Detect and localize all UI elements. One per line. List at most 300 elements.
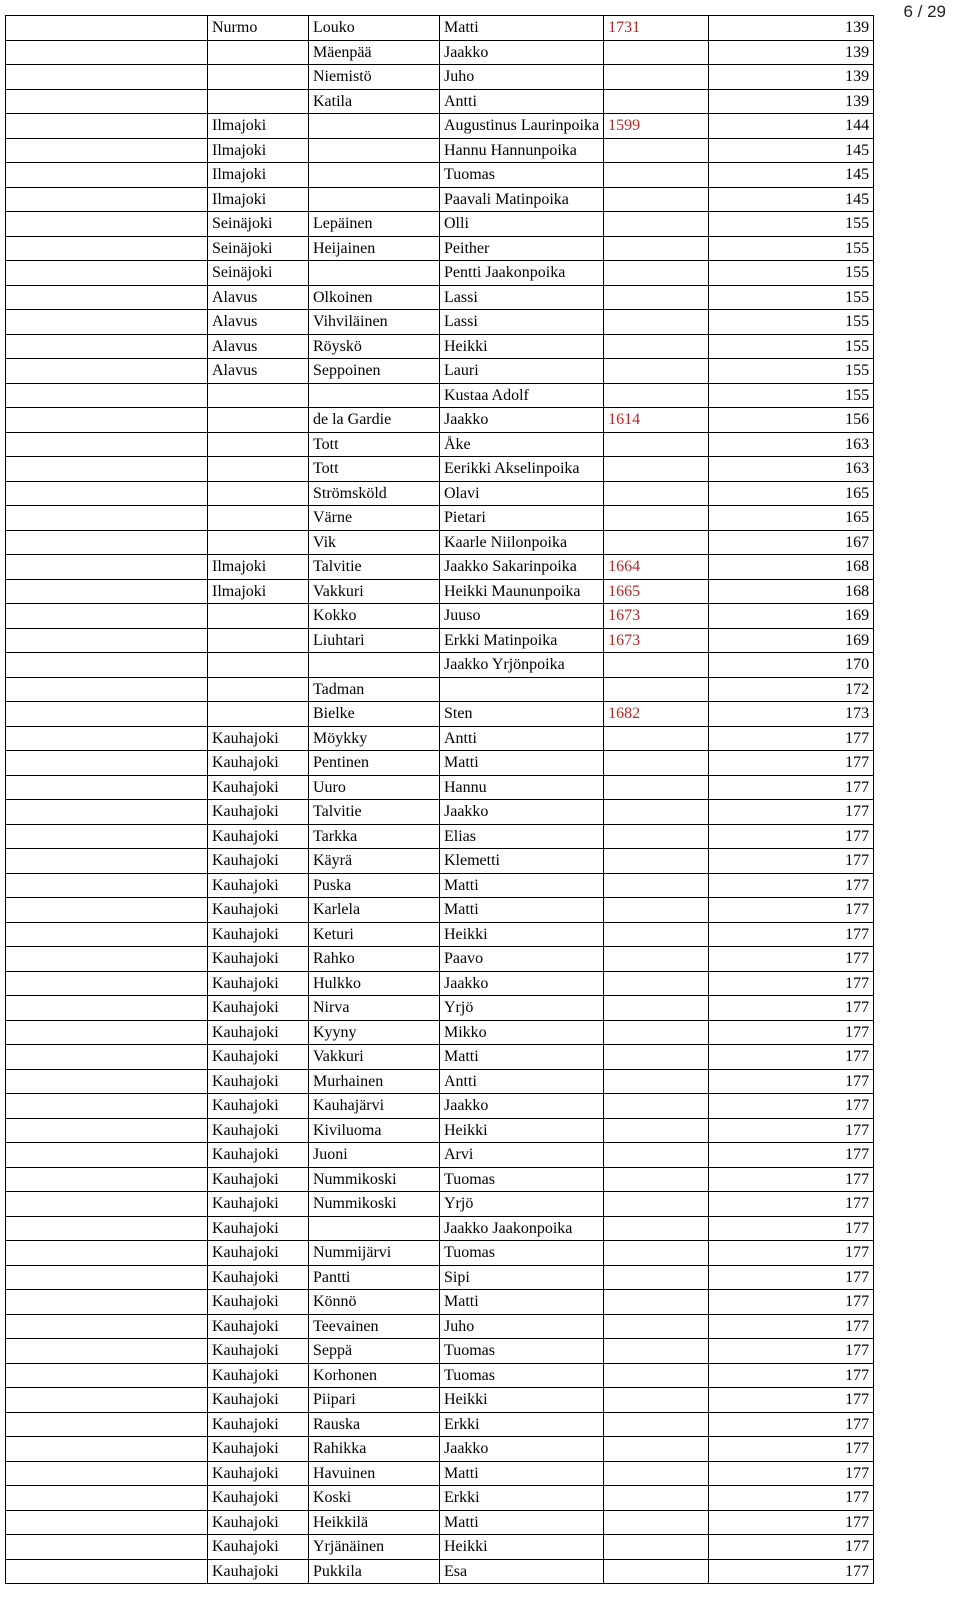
page-cell: 177 [709,1559,874,1584]
surname-cell: Havuinen [309,1461,440,1486]
page-cell: 145 [709,187,874,212]
year-cell [604,1535,709,1560]
table-row [6,922,874,947]
firstname-cell: Jaakko [440,1437,604,1462]
year-cell [604,65,709,90]
empty-cell [6,1339,208,1364]
surname-cell: Rauska [309,1412,440,1437]
parish-cell [208,530,309,555]
firstname-cell: Heikki [440,1535,604,1560]
year-cell [604,40,709,65]
parish-cell: Kauhajoki [208,1412,309,1437]
table-row [6,677,874,702]
firstname-cell: Jaakko Jaakonpoika [440,1216,604,1241]
empty-cell [6,163,208,188]
table-row [6,604,874,629]
year-cell [604,971,709,996]
parish-cell: Kauhajoki [208,1535,309,1560]
table-row [6,873,874,898]
year-cell: 1664 [604,555,709,580]
firstname-cell: Arvi [440,1143,604,1168]
firstname-cell: Paavali Matinpoika [440,187,604,212]
firstname-cell: Heikki Maununpoika [440,579,604,604]
page-cell: 177 [709,1437,874,1462]
surname-cell: Niemistö [309,65,440,90]
page-cell: 172 [709,677,874,702]
records-table [5,15,874,1584]
firstname-cell: Heikki [440,922,604,947]
firstname-cell: Matti [440,1045,604,1070]
year-cell [604,359,709,384]
year-cell [604,1167,709,1192]
empty-cell [6,604,208,629]
empty-cell [6,40,208,65]
page-cell: 177 [709,1167,874,1192]
empty-cell [6,996,208,1021]
surname-cell: Seppoinen [309,359,440,384]
firstname-cell: Tuomas [440,1167,604,1192]
firstname-cell: Antti [440,89,604,114]
parish-cell: Kauhajoki [208,873,309,898]
empty-cell [6,383,208,408]
table-row [6,1510,874,1535]
parish-cell [208,383,309,408]
page-cell: 177 [709,824,874,849]
empty-cell [6,114,208,139]
empty-cell [6,751,208,776]
page-cell: 139 [709,16,874,41]
table-row [6,1069,874,1094]
empty-cell [6,481,208,506]
year-cell [604,996,709,1021]
table-row [6,114,874,139]
firstname-cell: Paavo [440,947,604,972]
page-cell: 177 [709,1314,874,1339]
table-row [6,653,874,678]
surname-cell: Värne [309,506,440,531]
year-cell [604,922,709,947]
year-cell [604,800,709,825]
firstname-cell: Matti [440,898,604,923]
table-row [6,261,874,286]
surname-cell: Vakkuri [309,579,440,604]
year-cell [604,163,709,188]
page-cell: 144 [709,114,874,139]
surname-cell: Piipari [309,1388,440,1413]
parish-cell: Kauhajoki [208,922,309,947]
parish-cell: Kauhajoki [208,726,309,751]
parish-cell: Kauhajoki [208,996,309,1021]
year-cell: 1614 [604,408,709,433]
firstname-cell: Matti [440,873,604,898]
firstname-cell: Sten [440,702,604,727]
parish-cell: Kauhajoki [208,1265,309,1290]
empty-cell [6,1265,208,1290]
empty-cell [6,1412,208,1437]
firstname-cell: Jaakko [440,40,604,65]
surname-cell: Kiviluoma [309,1118,440,1143]
year-cell [604,89,709,114]
parish-cell: Kauhajoki [208,947,309,972]
year-cell: 1731 [604,16,709,41]
surname-cell: Bielke [309,702,440,727]
surname-cell: Rahko [309,947,440,972]
table-row [6,1486,874,1511]
surname-cell: Katila [309,89,440,114]
page-cell: 165 [709,481,874,506]
year-cell [604,775,709,800]
parish-cell: Kauhajoki [208,1094,309,1119]
firstname-cell: Pietari [440,506,604,531]
firstname-cell: Olavi [440,481,604,506]
parish-cell [208,604,309,629]
parish-cell [208,40,309,65]
surname-cell: Nummikoski [309,1167,440,1192]
surname-cell: Hulkko [309,971,440,996]
empty-cell [6,726,208,751]
table-row [6,555,874,580]
parish-cell: Kauhajoki [208,1486,309,1511]
surname-cell: de la Gardie [309,408,440,433]
parish-cell: Kauhajoki [208,898,309,923]
table-row [6,1118,874,1143]
surname-cell: Pantti [309,1265,440,1290]
surname-cell: Könnö [309,1290,440,1315]
empty-cell [6,1094,208,1119]
parish-cell: Kauhajoki [208,1192,309,1217]
empty-cell [6,236,208,261]
table-row [6,432,874,457]
firstname-cell: Jaakko Sakarinpoika [440,555,604,580]
year-cell [604,334,709,359]
surname-cell: Tott [309,432,440,457]
firstname-cell: Yrjö [440,1192,604,1217]
parish-cell: Ilmajoki [208,579,309,604]
year-cell [604,1118,709,1143]
page-cell: 177 [709,1020,874,1045]
firstname-cell: Matti [440,1510,604,1535]
year-cell [604,506,709,531]
empty-cell [6,359,208,384]
parish-cell: Seinäjoki [208,236,309,261]
table-row [6,1143,874,1168]
table-row [6,383,874,408]
firstname-cell: Elias [440,824,604,849]
page-cell: 156 [709,408,874,433]
page-cell: 177 [709,751,874,776]
page-cell: 177 [709,898,874,923]
table-row [6,702,874,727]
surname-cell: Tarkka [309,824,440,849]
parish-cell: Ilmajoki [208,138,309,163]
parish-cell: Kauhajoki [208,1069,309,1094]
parish-cell: Kauhajoki [208,1388,309,1413]
firstname-cell: Peither [440,236,604,261]
page-cell: 177 [709,1388,874,1413]
page-cell: 177 [709,996,874,1021]
parish-cell [208,702,309,727]
empty-cell [6,1510,208,1535]
firstname-cell: Åke [440,432,604,457]
year-cell [604,1486,709,1511]
parish-cell: Kauhajoki [208,1461,309,1486]
table-row [6,849,874,874]
year-cell [604,1241,709,1266]
surname-cell: Talvitie [309,555,440,580]
firstname-cell: Heikki [440,1118,604,1143]
firstname-cell: Olli [440,212,604,237]
empty-cell [6,334,208,359]
table-row [6,457,874,482]
surname-cell: Heikkilä [309,1510,440,1535]
empty-cell [6,579,208,604]
parish-cell [208,457,309,482]
empty-cell [6,898,208,923]
empty-cell [6,1118,208,1143]
page-cell: 155 [709,334,874,359]
year-cell [604,947,709,972]
table-row [6,530,874,555]
page-cell: 177 [709,1535,874,1560]
table-row [6,236,874,261]
firstname-cell: Jaakko [440,971,604,996]
page-cell: 177 [709,1486,874,1511]
surname-cell: Teevainen [309,1314,440,1339]
surname-cell: Tott [309,457,440,482]
page-cell: 168 [709,555,874,580]
surname-cell: Heijainen [309,236,440,261]
table-row [6,898,874,923]
surname-cell: Koski [309,1486,440,1511]
year-cell [604,1363,709,1388]
parish-cell [208,408,309,433]
page-cell: 177 [709,1118,874,1143]
table-row [6,1265,874,1290]
table-row [6,1559,874,1584]
table-row [6,1388,874,1413]
table-row [6,1290,874,1315]
firstname-cell: Jaakko [440,1094,604,1119]
page-cell: 173 [709,702,874,727]
empty-cell [6,1241,208,1266]
page-cell: 177 [709,1094,874,1119]
table-row [6,996,874,1021]
firstname-cell: Lassi [440,285,604,310]
firstname-cell: Lassi [440,310,604,335]
surname-cell: Olkoinen [309,285,440,310]
page-cell: 177 [709,1069,874,1094]
firstname-cell: Heikki [440,1388,604,1413]
year-cell [604,212,709,237]
firstname-cell: Tuomas [440,1339,604,1364]
page-cell: 155 [709,261,874,286]
surname-cell [309,1216,440,1241]
surname-cell: Puska [309,873,440,898]
year-cell [604,653,709,678]
firstname-cell: Juho [440,1314,604,1339]
page-cell: 170 [709,653,874,678]
page-cell: 177 [709,775,874,800]
surname-cell [309,163,440,188]
surname-cell: Nummijärvi [309,1241,440,1266]
page-cell: 169 [709,604,874,629]
surname-cell: Tadman [309,677,440,702]
empty-cell [6,702,208,727]
parish-cell: Kauhajoki [208,1241,309,1266]
firstname-cell: Heikki [440,334,604,359]
empty-cell [6,628,208,653]
surname-cell: Rahikka [309,1437,440,1462]
surname-cell: Keturi [309,922,440,947]
empty-cell [6,1388,208,1413]
page-cell: 155 [709,310,874,335]
table-row [6,1216,874,1241]
surname-cell: Talvitie [309,800,440,825]
empty-cell [6,285,208,310]
firstname-cell: Kustaa Adolf [440,383,604,408]
page-cell: 177 [709,1339,874,1364]
surname-cell: Kokko [309,604,440,629]
page-cell: 177 [709,1412,874,1437]
table-row [6,1461,874,1486]
parish-cell: Kauhajoki [208,751,309,776]
firstname-cell: Augustinus Laurinpoika [440,114,604,139]
parish-cell: Kauhajoki [208,1290,309,1315]
year-cell: 1673 [604,604,709,629]
firstname-cell: Matti [440,16,604,41]
parish-cell [208,653,309,678]
page-cell: 177 [709,1216,874,1241]
table-row [6,89,874,114]
firstname-cell: Kaarle Niilonpoika [440,530,604,555]
year-cell [604,1192,709,1217]
surname-cell: Kauhajärvi [309,1094,440,1119]
surname-cell: Lepäinen [309,212,440,237]
page-cell: 145 [709,138,874,163]
firstname-cell: Tuomas [440,1241,604,1266]
parish-cell: Kauhajoki [208,1510,309,1535]
page-cell: 177 [709,1192,874,1217]
page-cell: 155 [709,212,874,237]
year-cell [604,1216,709,1241]
empty-cell [6,1363,208,1388]
empty-cell [6,1216,208,1241]
empty-cell [6,138,208,163]
parish-cell: Ilmajoki [208,163,309,188]
parish-cell: Kauhajoki [208,1339,309,1364]
empty-cell [6,1437,208,1462]
firstname-cell: Klemetti [440,849,604,874]
year-cell [604,1020,709,1045]
table-row [6,775,874,800]
table-row [6,359,874,384]
table-row [6,1339,874,1364]
surname-cell: Vakkuri [309,1045,440,1070]
surname-cell: Vik [309,530,440,555]
surname-cell: Möykky [309,726,440,751]
parish-cell: Kauhajoki [208,1216,309,1241]
firstname-cell: Erkki Matinpoika [440,628,604,653]
table-row [6,1045,874,1070]
firstname-cell: Tuomas [440,163,604,188]
firstname-cell: Hannu Hannunpoika [440,138,604,163]
table-row [6,628,874,653]
year-cell [604,1069,709,1094]
parish-cell: Kauhajoki [208,1143,309,1168]
surname-cell: Käyrä [309,849,440,874]
firstname-cell: Tuomas [440,1363,604,1388]
surname-cell: Seppä [309,1339,440,1364]
empty-cell [6,65,208,90]
year-cell [604,1143,709,1168]
surname-cell: Karlela [309,898,440,923]
empty-cell [6,506,208,531]
page-cell: 163 [709,457,874,482]
table-row [6,16,874,41]
firstname-cell: Matti [440,1461,604,1486]
parish-cell: Ilmajoki [208,187,309,212]
year-cell [604,530,709,555]
table-row [6,40,874,65]
year-cell [604,1510,709,1535]
year-cell [604,236,709,261]
empty-cell [6,873,208,898]
firstname-cell: Pentti Jaakonpoika [440,261,604,286]
parish-cell: Kauhajoki [208,971,309,996]
firstname-cell: Erkki [440,1412,604,1437]
surname-cell: Liuhtari [309,628,440,653]
page-cell: 163 [709,432,874,457]
year-cell [604,1094,709,1119]
year-cell [604,1437,709,1462]
empty-cell [6,89,208,114]
surname-cell: Vihviläinen [309,310,440,335]
empty-cell [6,1559,208,1584]
page-cell: 155 [709,383,874,408]
page-cell: 177 [709,726,874,751]
firstname-cell: Lauri [440,359,604,384]
firstname-cell: Matti [440,751,604,776]
table-row [6,1314,874,1339]
firstname-cell: Jaakko [440,800,604,825]
firstname-cell: Antti [440,726,604,751]
firstname-cell: Hannu [440,775,604,800]
page-cell: 145 [709,163,874,188]
empty-cell [6,824,208,849]
table-row [6,1192,874,1217]
year-cell [604,1265,709,1290]
page-cell: 177 [709,1510,874,1535]
parish-cell: Kauhajoki [208,1167,309,1192]
empty-cell [6,432,208,457]
firstname-cell: Sipi [440,1265,604,1290]
table-row [6,212,874,237]
year-cell [604,1559,709,1584]
page-cell: 177 [709,1461,874,1486]
empty-cell [6,1461,208,1486]
parish-cell: Kauhajoki [208,1437,309,1462]
firstname-cell: Jaakko [440,408,604,433]
page-cell: 168 [709,579,874,604]
empty-cell [6,947,208,972]
year-cell [604,726,709,751]
surname-cell: Nirva [309,996,440,1021]
table-row [6,481,874,506]
year-cell [604,1339,709,1364]
parish-cell: Kauhajoki [208,1045,309,1070]
parish-cell: Seinäjoki [208,212,309,237]
firstname-cell: Juuso [440,604,604,629]
